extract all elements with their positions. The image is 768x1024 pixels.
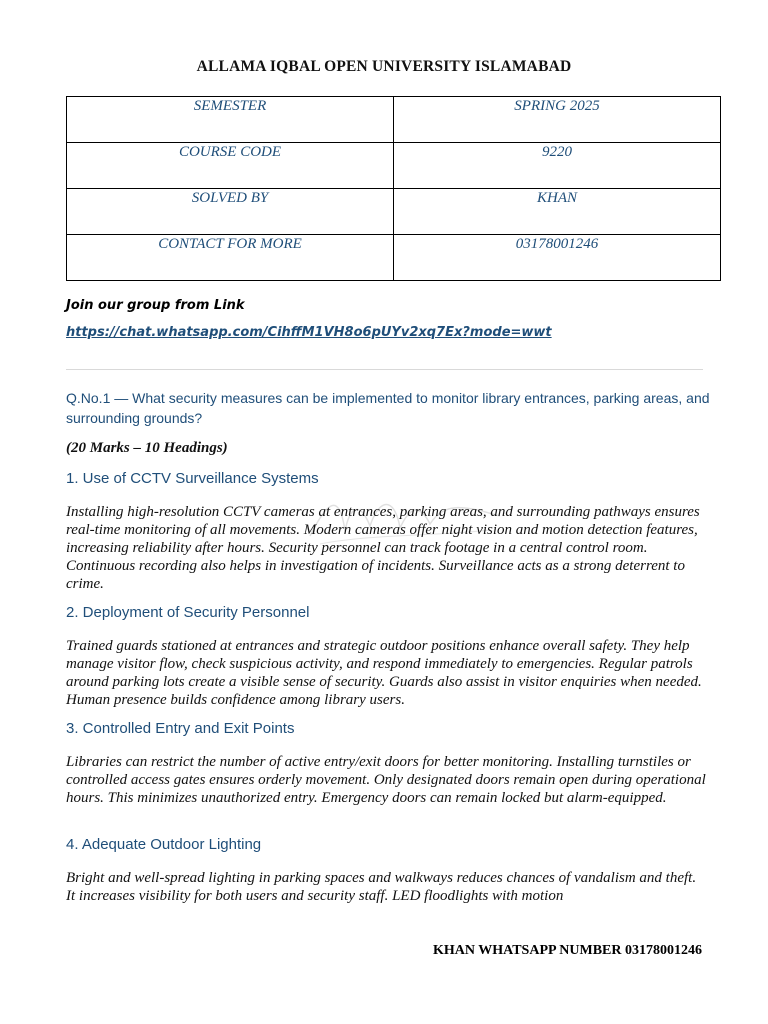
join-group-text: Join our group from Link: [66, 298, 245, 313]
table-row: [67, 97, 721, 143]
info-label: SOLVED BY: [67, 189, 394, 235]
divider: [66, 369, 703, 370]
section-body: Bright and well-spread lighting in parking spaces and walkways reduces chances of vandalism and theft. It increases visibility for both users and security staff. LED floodlights with motion: [66, 870, 697, 904]
table-row: [67, 235, 721, 281]
info-value: KHAN: [394, 189, 721, 235]
footer-contact: KHAN WHATSAPP NUMBER 03178001246: [433, 943, 702, 958]
info-table: [66, 96, 721, 281]
section-body: Libraries can restrict the number of active entry/exit doors for better monitoring. Installing turnstiles or controlled access gates ensures orderly movement. Only designated doors remain open during operational hours. This minimizes unauthorized entry. Emergency doors can remain locked but alarm-equipped.: [66, 754, 706, 806]
table-row: [67, 189, 721, 235]
document-title: ALLAMA IQBAL OPEN UNIVERSITY ISLAMABAD: [196, 58, 572, 75]
info-value: 03178001246: [394, 235, 721, 281]
whatsapp-group-link[interactable]: https://chat.whatsapp.com/CihffM1VH8o6pUYv2xq7Ex?mode=wwt: [66, 325, 552, 340]
section-body: Installing high-resolution CCTV cameras at entrances, parking areas, and surrounding pathways ensures real-time monitoring of all movements. Modern cameras offer night vision and motion detection features, increasing reliability after hours. Security personnel can track footage in a central control room. Continuous recording also helps in investigation of incidents. Surveillance acts as a strong deterrent to crime.: [66, 504, 700, 592]
section-heading: 3. Controlled Entry and Exit Points: [66, 720, 295, 737]
section-heading: 1. Use of CCTV Surveillance Systems: [66, 470, 319, 487]
info-label: CONTACT FOR MORE: [67, 235, 394, 281]
question-text: Q.No.1 — What security measures can be implemented to monitor library entrances, parking areas, and surrounding grounds?: [66, 390, 710, 426]
info-label: SEMESTER: [67, 97, 394, 143]
section-heading: 4. Adequate Outdoor Lighting: [66, 836, 262, 853]
marks-text: (20 Marks – 10 Headings): [66, 440, 228, 456]
info-value: 9220: [394, 143, 721, 189]
section-body: Trained guards stationed at entrances and strategic outdoor positions enhance overall safety. They help manage visitor flow, check suspicious activity, and respond immediately to emergencies. Regular patrols around parking lots create a visible sense of security. Guards also assist in visitor enquiries when needed. Human presence builds confidence among library users.: [66, 638, 702, 708]
section-heading: 2. Deployment of Security Personnel: [66, 604, 310, 621]
table-row: [67, 143, 721, 189]
info-label: COURSE CODE: [67, 143, 394, 189]
info-value: SPRING 2025: [394, 97, 721, 143]
